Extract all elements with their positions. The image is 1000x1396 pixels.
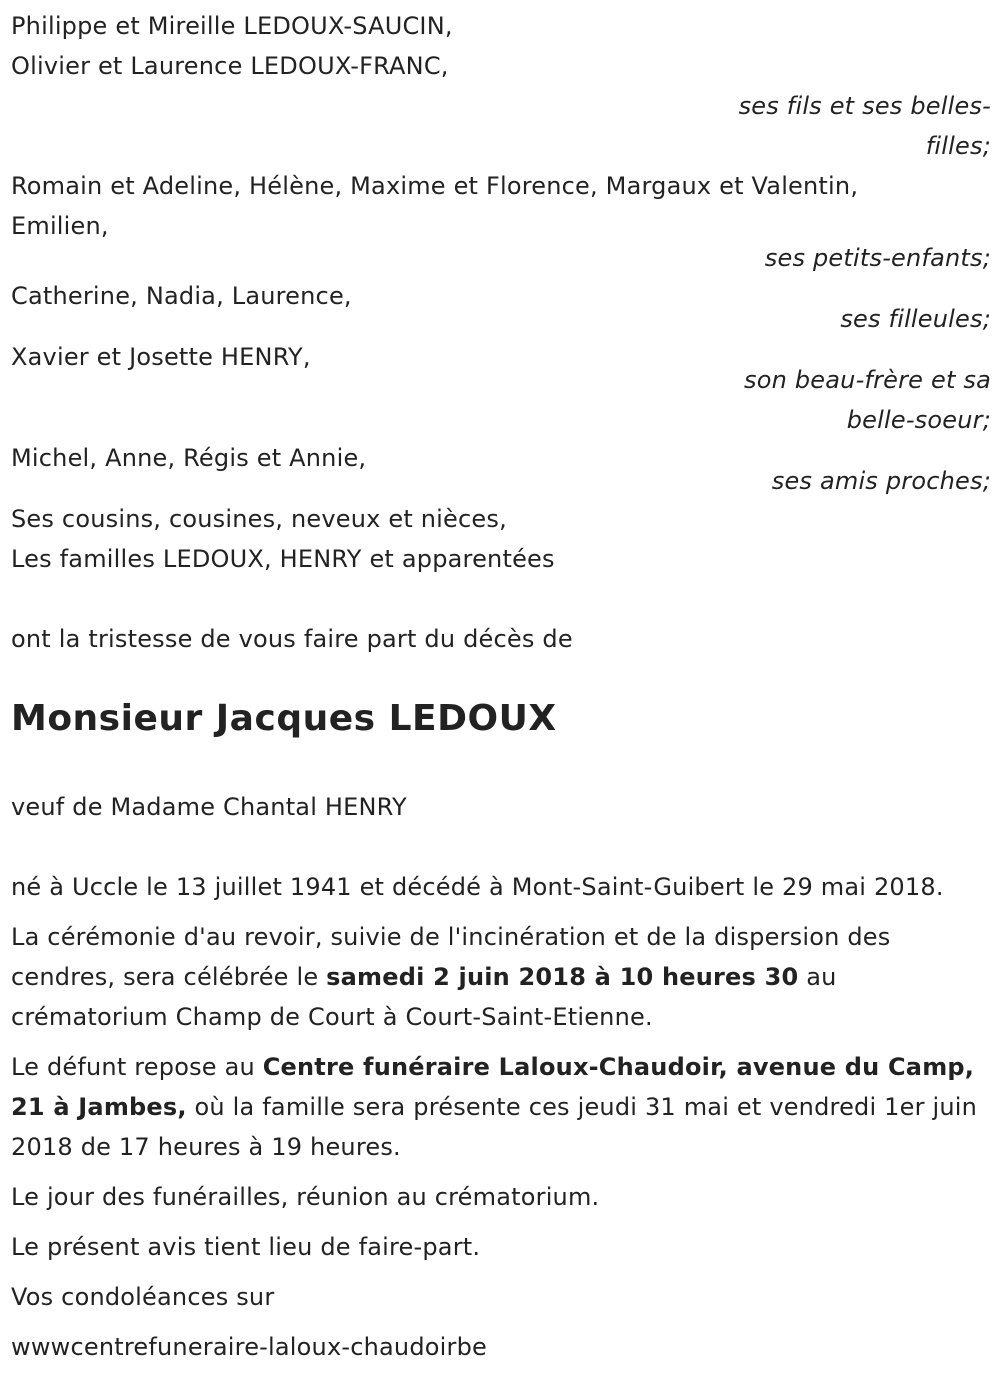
spacer [11, 827, 990, 867]
spacer [11, 579, 990, 619]
sons-role-line-2: filles; [925, 132, 991, 160]
grandchildren-line-1: Romain et Adeline, Hélène, Maxime et Florence, Margaux et Valentin, [11, 172, 859, 200]
grandchildren-role-text: ses petits-enfants; [764, 244, 991, 272]
cousins-line: Ses cousins, cousines, neveux et nièces, [11, 505, 507, 533]
grandchildren-line-2: Emilien, [11, 212, 109, 240]
announcement-intro: ont la tristesse de vous faire part du décès de [11, 625, 573, 653]
rest-text-pre: Le défunt repose au [11, 1053, 263, 1081]
families-line: Les familles LEDOUX, HENRY et apparentées [11, 545, 555, 573]
rest-text-post: où la famille sera présente ces jeudi 31 mai et vendredi 1er juin 2018 de 17 heures à 19 heures. [11, 1093, 978, 1161]
sons-role [11, 86, 991, 166]
notice-paragraph: Le présent avis tient lieu de faire-part. [11, 1233, 481, 1261]
inlaws-role-line-2: belle-soeur; [846, 406, 991, 434]
ceremony-paragraph [11, 917, 986, 1037]
grandchildren-role [11, 238, 991, 278]
funeral-day-paragraph: Le jour des funérailles, réunion au crématorium. [11, 1183, 600, 1211]
goddaughters-role-text: ses filleules; [840, 305, 991, 333]
sons-role-line-1: ses fils et ses belles- [738, 92, 991, 120]
sons-line-1: Philippe et Mireille LEDOUX-SAUCIN, [11, 12, 453, 40]
condolences-paragraph: Vos condoléances sur [11, 1283, 275, 1311]
inlaws-role-line-1: son beau-frère et sa [744, 366, 991, 394]
goddaughters-line: Catherine, Nadia, Laurence, [11, 282, 352, 310]
ceremony-date: samedi 2 juin 2018 à 10 heures 30 [326, 963, 799, 991]
ceremony-text-post: au crématorium Champ de Court à Court-Saint-Etienne. [11, 963, 837, 1031]
inlaws-line: Xavier et Josette HENRY, [11, 343, 311, 371]
deceased-name: Monsieur Jacques LEDOUX [11, 698, 557, 739]
rest-paragraph [11, 1047, 986, 1167]
ceremony-text-pre: La cérémonie d'au revoir, suivie de l'incinération et de la dispersion des cendres, sera célébrée le [11, 923, 891, 991]
friends-line: Michel, Anne, Régis et Annie, [11, 444, 367, 472]
widower-of: veuf de Madame Chantal HENRY [11, 793, 407, 821]
sons-line-2: Olivier et Laurence LEDOUX-FRANC, [11, 52, 449, 80]
birth-death-paragraph: né à Uccle le 13 juillet 1941 et décédé à Mont-Saint-Guibert le 29 mai 2018. [11, 873, 944, 901]
website-link[interactable]: wwwcentrefuneraire-laloux-chaudoirbe [11, 1333, 487, 1361]
friends-role-text: ses amis proches; [771, 467, 991, 495]
rest-place: Centre funéraire Laloux-Chaudoir, avenue du Camp, 21 à Jambes, [11, 1053, 975, 1121]
